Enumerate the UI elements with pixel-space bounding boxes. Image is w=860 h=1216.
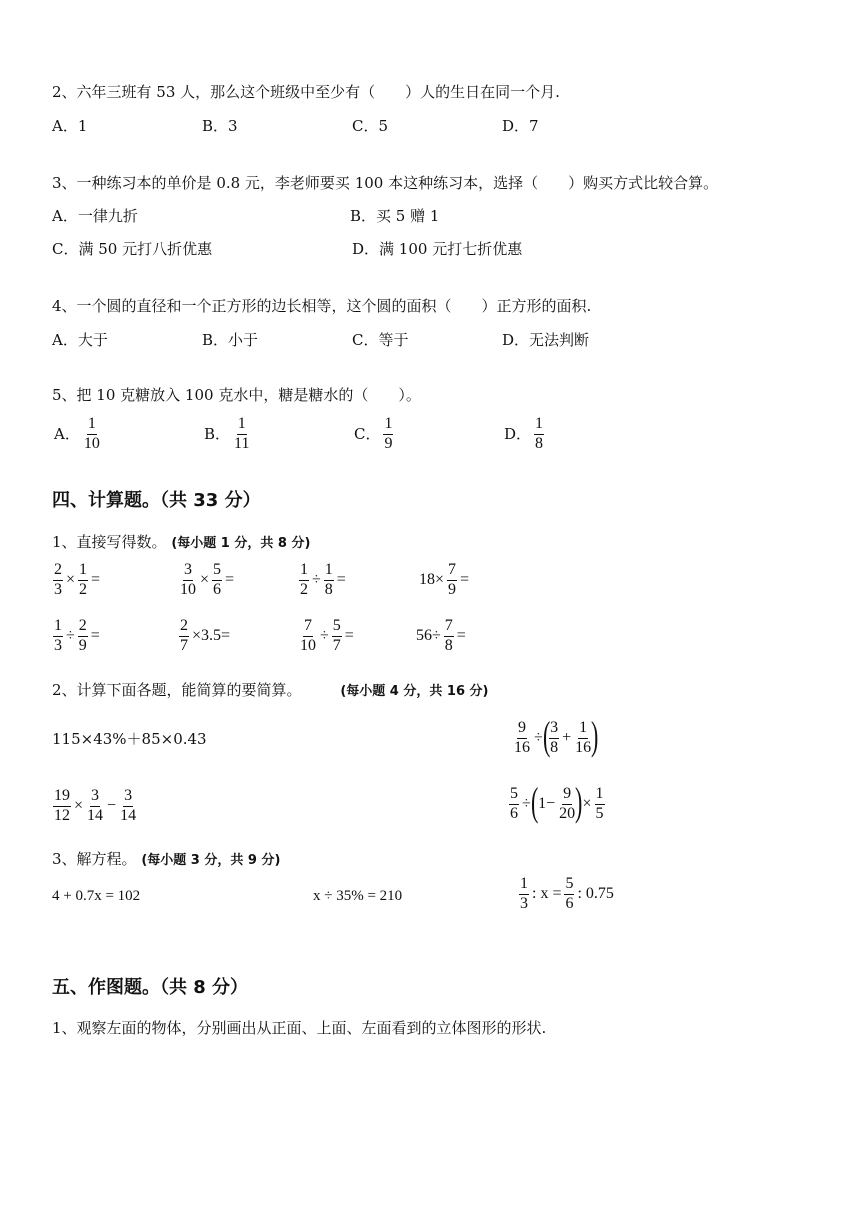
q3-option-b: B．买 5 赠 1 bbox=[350, 207, 440, 225]
section4-p1-title bbox=[52, 535, 310, 550]
q5-option-c bbox=[352, 416, 394, 453]
q2-option-c: C．5 bbox=[352, 117, 389, 135]
q2-option-b: B．3 bbox=[202, 117, 238, 135]
section5-p1: 1、观察左面的物体，分别画出从正面、上面、左面看到的立体图形的形状. bbox=[52, 1019, 547, 1037]
q5-option-b bbox=[202, 416, 251, 453]
fraction: $\frac{1}{11}$ bbox=[234, 415, 250, 452]
q5-option-a bbox=[52, 416, 102, 453]
simplify-expr-1: 115×43%＋85×0.43 bbox=[52, 730, 207, 748]
q2-option-a: A．1 bbox=[52, 117, 88, 135]
simplify-expr-4: $\frac{5}{6}$ ÷ ( 1− $\frac{9}{20}$ ) × $\frac{1}{5}$ bbox=[510, 779, 604, 824]
section4-p3-title bbox=[52, 852, 280, 867]
q5-option-d bbox=[502, 416, 545, 453]
section5-title: 五、作图题。（共 8 分） bbox=[52, 977, 249, 998]
q4-option-a: A．大于 bbox=[52, 331, 108, 349]
section4-p3-title-text: 3、解方程。 bbox=[52, 850, 137, 868]
section4-p2-title bbox=[52, 683, 488, 698]
calc-r1-1: $\frac{2}{3}$ × $\frac{1}{2}$ = bbox=[54, 561, 101, 598]
q5-option-a-letter: A． bbox=[54, 424, 80, 443]
section4-p2-title-text: 2、计算下面各题，能简算的要简算。 bbox=[52, 681, 302, 699]
q5-option-d-letter: D． bbox=[504, 424, 532, 443]
calc-r1-2: $\frac{3}{10}$ × $\frac{5}{6}$ = bbox=[180, 561, 235, 598]
q3-option-c: C．满 50 元打八折优惠 bbox=[52, 240, 213, 258]
equation-2: x ÷ 35% = 210 bbox=[313, 888, 403, 904]
q4-text: 4、一个圆的直径和一个正方形的边长相等，这个圆的面积（ ）正方形的面积. bbox=[52, 297, 592, 315]
calc-r1-3: $\frac{1}{2}$ ÷ $\frac{1}{8}$ = bbox=[300, 561, 346, 598]
q3-text: 3、一种练习本的单价是 0.8 元，李老师要买 100 本这种练习本，选择（ ）购买方式比较合算。 bbox=[52, 174, 719, 192]
calc-r1-4: 18× $\frac{7}{9}$ = bbox=[419, 561, 470, 598]
simplify-expr-3: $\frac{19}{12}$ × $\frac{3}{14}$ − $\frac{3}{14}$ bbox=[54, 787, 137, 824]
q4-option-b: B．小于 bbox=[202, 331, 259, 349]
q5-option-b-letter: B． bbox=[204, 424, 231, 443]
q2-option-d: D．7 bbox=[502, 117, 539, 135]
simplify-expr-2: $\frac{9}{16}$ ÷ ( $\frac{3}{8}$ + $\frac{1}{16}$ ) bbox=[514, 713, 599, 758]
q2-text: 2、六年三班有 53 人，那么这个班级中至少有（ ）人的生日在同一个月. bbox=[52, 83, 560, 101]
equation-1: 4 + 0.7x = 102 bbox=[52, 888, 141, 904]
fraction: $\frac{1}{10}$ bbox=[83, 415, 100, 452]
section4-p1-title-text: 1、直接写得数。 bbox=[52, 533, 167, 551]
calc-r2-3: $\frac{7}{10}$ ÷ $\frac{5}{7}$ = bbox=[300, 617, 354, 654]
fraction: $\frac{1}{9}$ bbox=[384, 415, 393, 452]
equation-3: $\frac{1}{3}$ : x = $\frac{5}{6}$ : 0.75 bbox=[520, 875, 614, 912]
q5-text: 5、把 10 克糖放入 100 克水中，糖是糖水的（ ）。 bbox=[52, 386, 421, 404]
section4-title: 四、计算题。（共 33 分） bbox=[52, 490, 261, 511]
calc-r2-1: $\frac{1}{3}$ ÷ $\frac{2}{9}$ = bbox=[54, 617, 100, 654]
q5-option-c-letter: C． bbox=[354, 424, 381, 443]
section4-p1-note: (每小题 1 分，共 8 分) bbox=[171, 536, 311, 551]
q3-option-a: A．一律九折 bbox=[52, 207, 138, 225]
section4-p2-note: (每小题 4 分，共 16 分) bbox=[340, 684, 489, 699]
q4-option-d: D．无法判断 bbox=[502, 331, 590, 349]
q3-option-d: D．满 100 元打七折优惠 bbox=[352, 240, 523, 258]
q4-option-c: C．等于 bbox=[352, 331, 409, 349]
calc-r2-2: $\frac{2}{7}$ ×3.5= bbox=[180, 617, 231, 654]
section4-p3-note: (每小题 3 分，共 9 分) bbox=[141, 853, 281, 868]
calc-r2-4: 56÷ $\frac{7}{8}$ = bbox=[416, 617, 466, 654]
fraction: $\frac{1}{8}$ bbox=[535, 415, 544, 452]
